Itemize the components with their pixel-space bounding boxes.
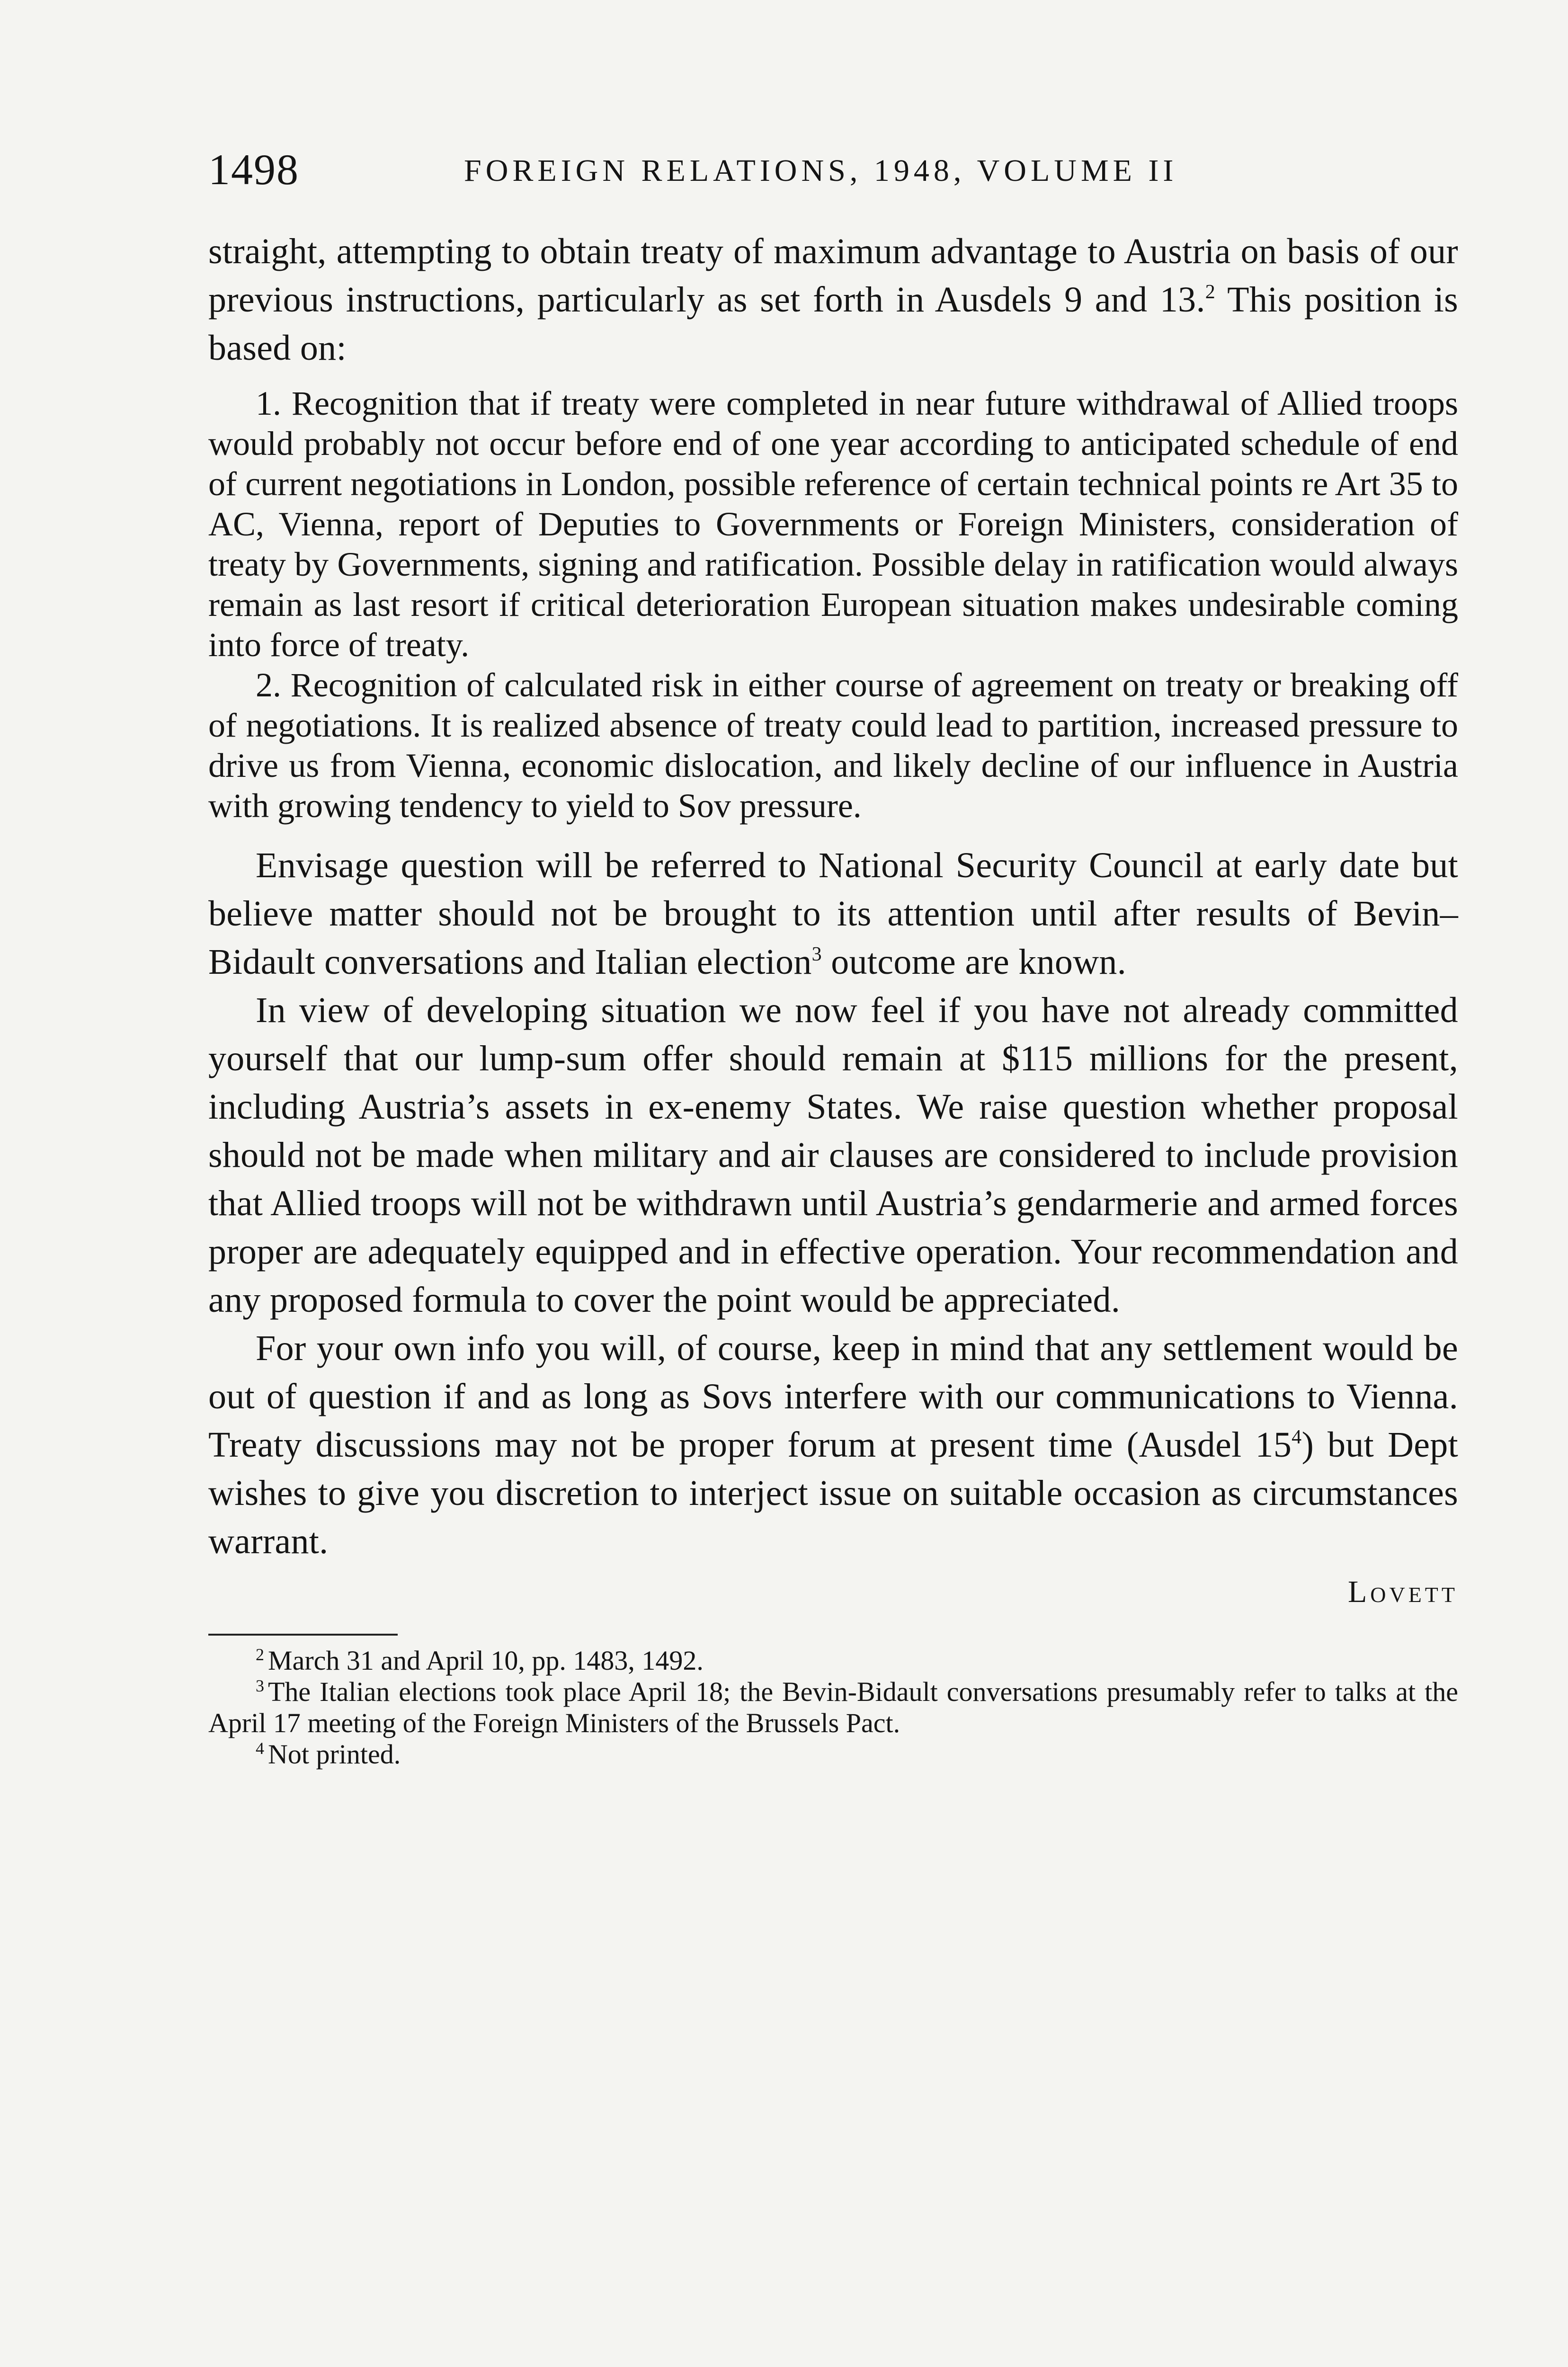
paragraph xyxy=(208,1324,1458,1566)
footnote-number: 4 xyxy=(256,1739,264,1758)
paragraph: In view of developing situation we now feel if you have not already committed yourself that our lump-sum offer should remain at $115 millions for the present, including Austria’s assets in ex-enemy States. We raise question whether proposal should not be made when military and air clauses are considered to include provision that Allied troops will not be withdrawn until Austria’s gendarmerie and armed forces proper are adequately equipped and in effective operation. Your recommendation and any proposed formula to cover the point would be appreciated. xyxy=(208,990,1458,1320)
paragraph-text: Envisage question will be referred to National Security Council at early date but believe matter should not be brought to its attention until after results of Bevin–Bidault conversations and Italian election xyxy=(208,845,1458,982)
page-header xyxy=(208,144,1463,201)
footnote-number: 2 xyxy=(256,1645,264,1664)
footnote xyxy=(208,1676,1458,1739)
paragraph-text: This position is based on: xyxy=(208,280,1458,368)
paragraph-text: straight, attempting to obtain treaty of maximum advantage to Austria on basis of our previous instructions, particularly as set forth in Ausdels 9 and 13. xyxy=(208,231,1458,320)
footnote-text: Not printed. xyxy=(268,1739,401,1770)
footnote-text: March 31 and April 10, pp. 1483, 1492. xyxy=(268,1645,704,1676)
footnote xyxy=(208,1645,1458,1676)
paragraph-continuation xyxy=(208,227,1458,372)
footnote-divider xyxy=(208,1634,398,1636)
document-body xyxy=(208,227,1458,1770)
page-number: 1498 xyxy=(208,145,299,194)
paragraph-text: For your own info you will, of course, keep in mind that any settlement would be out of question if and as long as Sovs interfere with our communications to Vienna. Treaty discussions may not be proper forum at present time (Ausdel 15 xyxy=(208,1328,1458,1465)
footnote-text: The Italian elections took place April 18; the Bevin-Bidault conversations presumably refer to talks at the April 17 meeting of the Foreign Ministers of the Brussels Pact. xyxy=(208,1676,1458,1738)
running-head: FOREIGN RELATIONS, 1948, VOLUME II xyxy=(464,153,1178,188)
paragraph xyxy=(208,841,1458,986)
signature: Lovett xyxy=(1347,1575,1458,1609)
footnote xyxy=(208,1739,1458,1770)
paragraph-text: outcome are known. xyxy=(821,942,1127,982)
footnote-number: 3 xyxy=(256,1676,264,1695)
numbered-item-1: 1. Recognition that if treaty were completed in near future withdrawal of Allied troops would probably not occur before end of one year according to anticipated schedule of end of current negotiations in London, possible reference of certain technical points re Art 35 to AC, Vienna, report of Deputies to Governments or Foreign Ministers, consideration of treaty by Governments, signing and ratification. Possible delay in ratification would always remain as last resort if critical deterioration European situation makes undesirable coming into force of treaty. xyxy=(208,384,1458,664)
numbered-item-2: 2. Recognition of calculated risk in either course of agreement on treaty or breaking off of negotiations. It is realized absence of treaty could lead to partition, increased pressure to drive us from Vienna, economic dislocation, and likely decline of our influence in Austria with growing tendency to yield to Sov pressure. xyxy=(208,666,1458,825)
paragraph-text: ) but Dept wishes to give you discretion to interject issue on suitable occasion as circumstances warrant. xyxy=(208,1425,1458,1561)
footnote-ref: 3 xyxy=(811,943,822,965)
footnote-ref: 4 xyxy=(1292,1426,1302,1448)
footnote-ref: 2 xyxy=(1205,281,1216,303)
